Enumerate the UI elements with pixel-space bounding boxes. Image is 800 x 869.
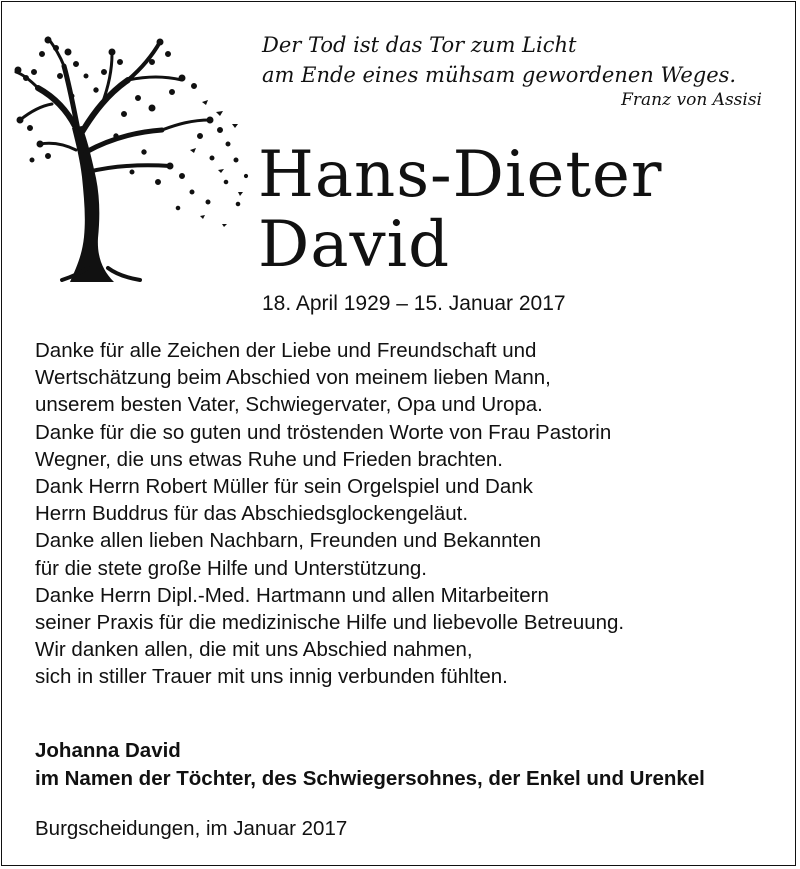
place-and-date: Burgscheidungen, im Januar 2017 xyxy=(35,817,348,840)
signatory-name: Johanna David xyxy=(35,739,181,762)
signature-block xyxy=(35,737,785,793)
quote-line: Der Tod ist das Tor zum Licht xyxy=(262,33,577,57)
deceased-last-name: David xyxy=(258,208,451,282)
message-line: Danke für die so guten und tröstenden Worte von Frau Pastorin xyxy=(35,420,612,444)
message-line: Wegner, die uns etwas Ruhe und Frieden brachten. xyxy=(35,447,503,471)
quote-author: Franz von Assisi xyxy=(621,90,762,110)
signatory-on-behalf: im Namen der Töchter, des Schwiegersohnes, der Enkel und Urenkel xyxy=(35,767,705,790)
message-line: Herrn Buddrus für das Abschiedsglockengeläut. xyxy=(35,502,469,526)
quote-line: am Ende eines mühsam gewordenen Weges. xyxy=(262,63,737,87)
windblown-tree-icon xyxy=(12,32,250,282)
message-line: Wir danken allen, die mit uns Abschied nahmen, xyxy=(35,638,473,662)
message-line: Wertschätzung beim Abschied von meinem lieben Mann, xyxy=(35,366,551,390)
memorial-quote xyxy=(262,30,762,112)
message-line: sich in stiller Trauer mit uns innig verbunden fühlten. xyxy=(35,665,508,689)
message-line: seiner Praxis für die medizinische Hilfe und liebevolle Betreuung. xyxy=(35,611,625,635)
message-line: für die stete große Hilfe und Unterstützung. xyxy=(35,556,427,580)
message-line: Danke allen lieben Nachbarn, Freunden und Bekannten xyxy=(35,529,542,553)
message-line: Danke für alle Zeichen der Liebe und Freundschaft und xyxy=(35,339,537,362)
message-line: Danke Herrn Dipl.-Med. Hartmann und allen Mitarbeitern xyxy=(35,583,549,607)
message-line: unserem besten Vater, Schwiegervater, Opa und Uropa. xyxy=(35,393,543,417)
deceased-name xyxy=(258,140,663,280)
deceased-first-name: Hans-Dieter xyxy=(258,138,663,212)
life-dates: 18. April 1929 – 15. Januar 2017 xyxy=(262,292,566,315)
thank-you-message xyxy=(35,337,775,691)
message-line: Dank Herrn Robert Müller für sein Orgelspiel und Dank xyxy=(35,475,533,499)
